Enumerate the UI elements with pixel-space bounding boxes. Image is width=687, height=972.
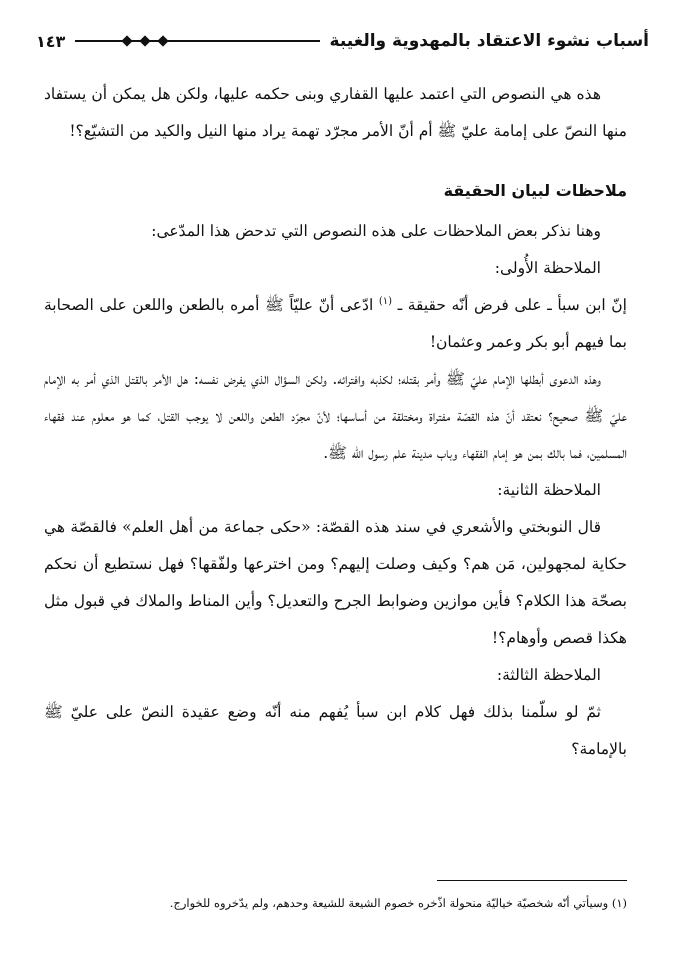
footnote-separator: [437, 880, 627, 881]
paragraph-notes-intro: وهنا نذكر بعض الملاحظات على هذه النصوص التي تدحض هذا المدّعى:: [151, 222, 601, 240]
main-text: [44, 76, 627, 768]
section-heading: ملاحظات لبيان الحقيقة: [443, 181, 627, 200]
diamond-ornament-icon: [158, 35, 169, 46]
paragraph-note-1: [44, 287, 627, 361]
page-number: ١٤٣: [36, 31, 66, 51]
paragraph-note-1-start: إنّ ابن سبأ ـ على فرض أنّه حقيقة ـ: [397, 296, 627, 314]
paragraph-intro: هذه هي النصوص التي اعتمد عليها القفاري وبنى حكمه عليها، ولكن هل يمكن أن يستفاد منها النصّ على إمامة عليّ ﷺ أم أنّ الأمر مجرّد تهمة يراد منها النيل والكيد من التشيّع؟!: [44, 85, 627, 140]
paragraph-note-1-discussion: وهذه الدعوى أبطلها الإمام عليّ ﷺ وأمر بقتله؛ لكذبه وافترائه. ولكن السؤال الذي يفرض نفسه: هل الأمر بالقتل الذي أمر به الإمام عليّ ﷺ صحيح؟ نعتقد أنّ هذه القصّة مفتراة ومختلقة من أساسها؛ لأنّ مجرّد الطعن واللعن لا يوجب القتل، كما هو معلوم عند فقهاء المسلمين، فما بالك بمن هو إمام الفقهاء وباب مدينة علم رسول الله ﷺ.: [44, 370, 627, 462]
paragraph-note-2: قال النوبختي والأشعري في سند هذه القصّة: «حكى جماعة من أهل العلم» فالقصّة هي حكاية لمجهولين، مَن هم؟ وكيف وصلت إليهم؟ ومن اخترعها ولفّقها؟ فهل نستطيع أن نحكم بصحّة هذا الكلام؟ فأين موازين وضوابط الجرح والتعديل؟ وأين المناط والملاك في قبول مثل هكذا قصص وأوهام؟!: [44, 518, 627, 647]
note-3-label: الملاحظة الثالثة:: [496, 666, 601, 684]
header-line: [75, 40, 319, 42]
footnote: (١) وسيأتي أنّه شخصيّة خياليّة منحولة اذّخره خصوم الشيعة للشيعة وحدهم، ولم يدّخروه للخوارج.: [169, 896, 627, 910]
header-ornament: [123, 34, 167, 45]
diamond-ornament-icon: [140, 35, 151, 46]
diamond-ornament-icon: [122, 35, 133, 46]
note-1-label: الملاحظة الأُولى:: [494, 259, 601, 277]
paragraph-note-1-end: ادّعى أنّ عليّاً ﷺ أمره بالطعن واللعن على الصحابة بما فيهم أبو بكر وعمر وعثمان!: [44, 296, 627, 351]
page-header: [36, 24, 649, 58]
paragraph-note-3: ثمّ لو سلّمنا بذلك فهل كلام ابن سبأ يُفهم منه أنّه وضع عقيدة النصّ على عليّ ﷺ بالإمامة؟: [44, 703, 627, 758]
running-title: أسباب نشوء الاعتقاد بالمهدوية والغيبة: [329, 31, 649, 51]
footnote-marker[interactable]: (١): [378, 295, 393, 307]
note-2-label: الملاحظة الثانية:: [497, 481, 601, 499]
header-rule: [75, 34, 319, 48]
